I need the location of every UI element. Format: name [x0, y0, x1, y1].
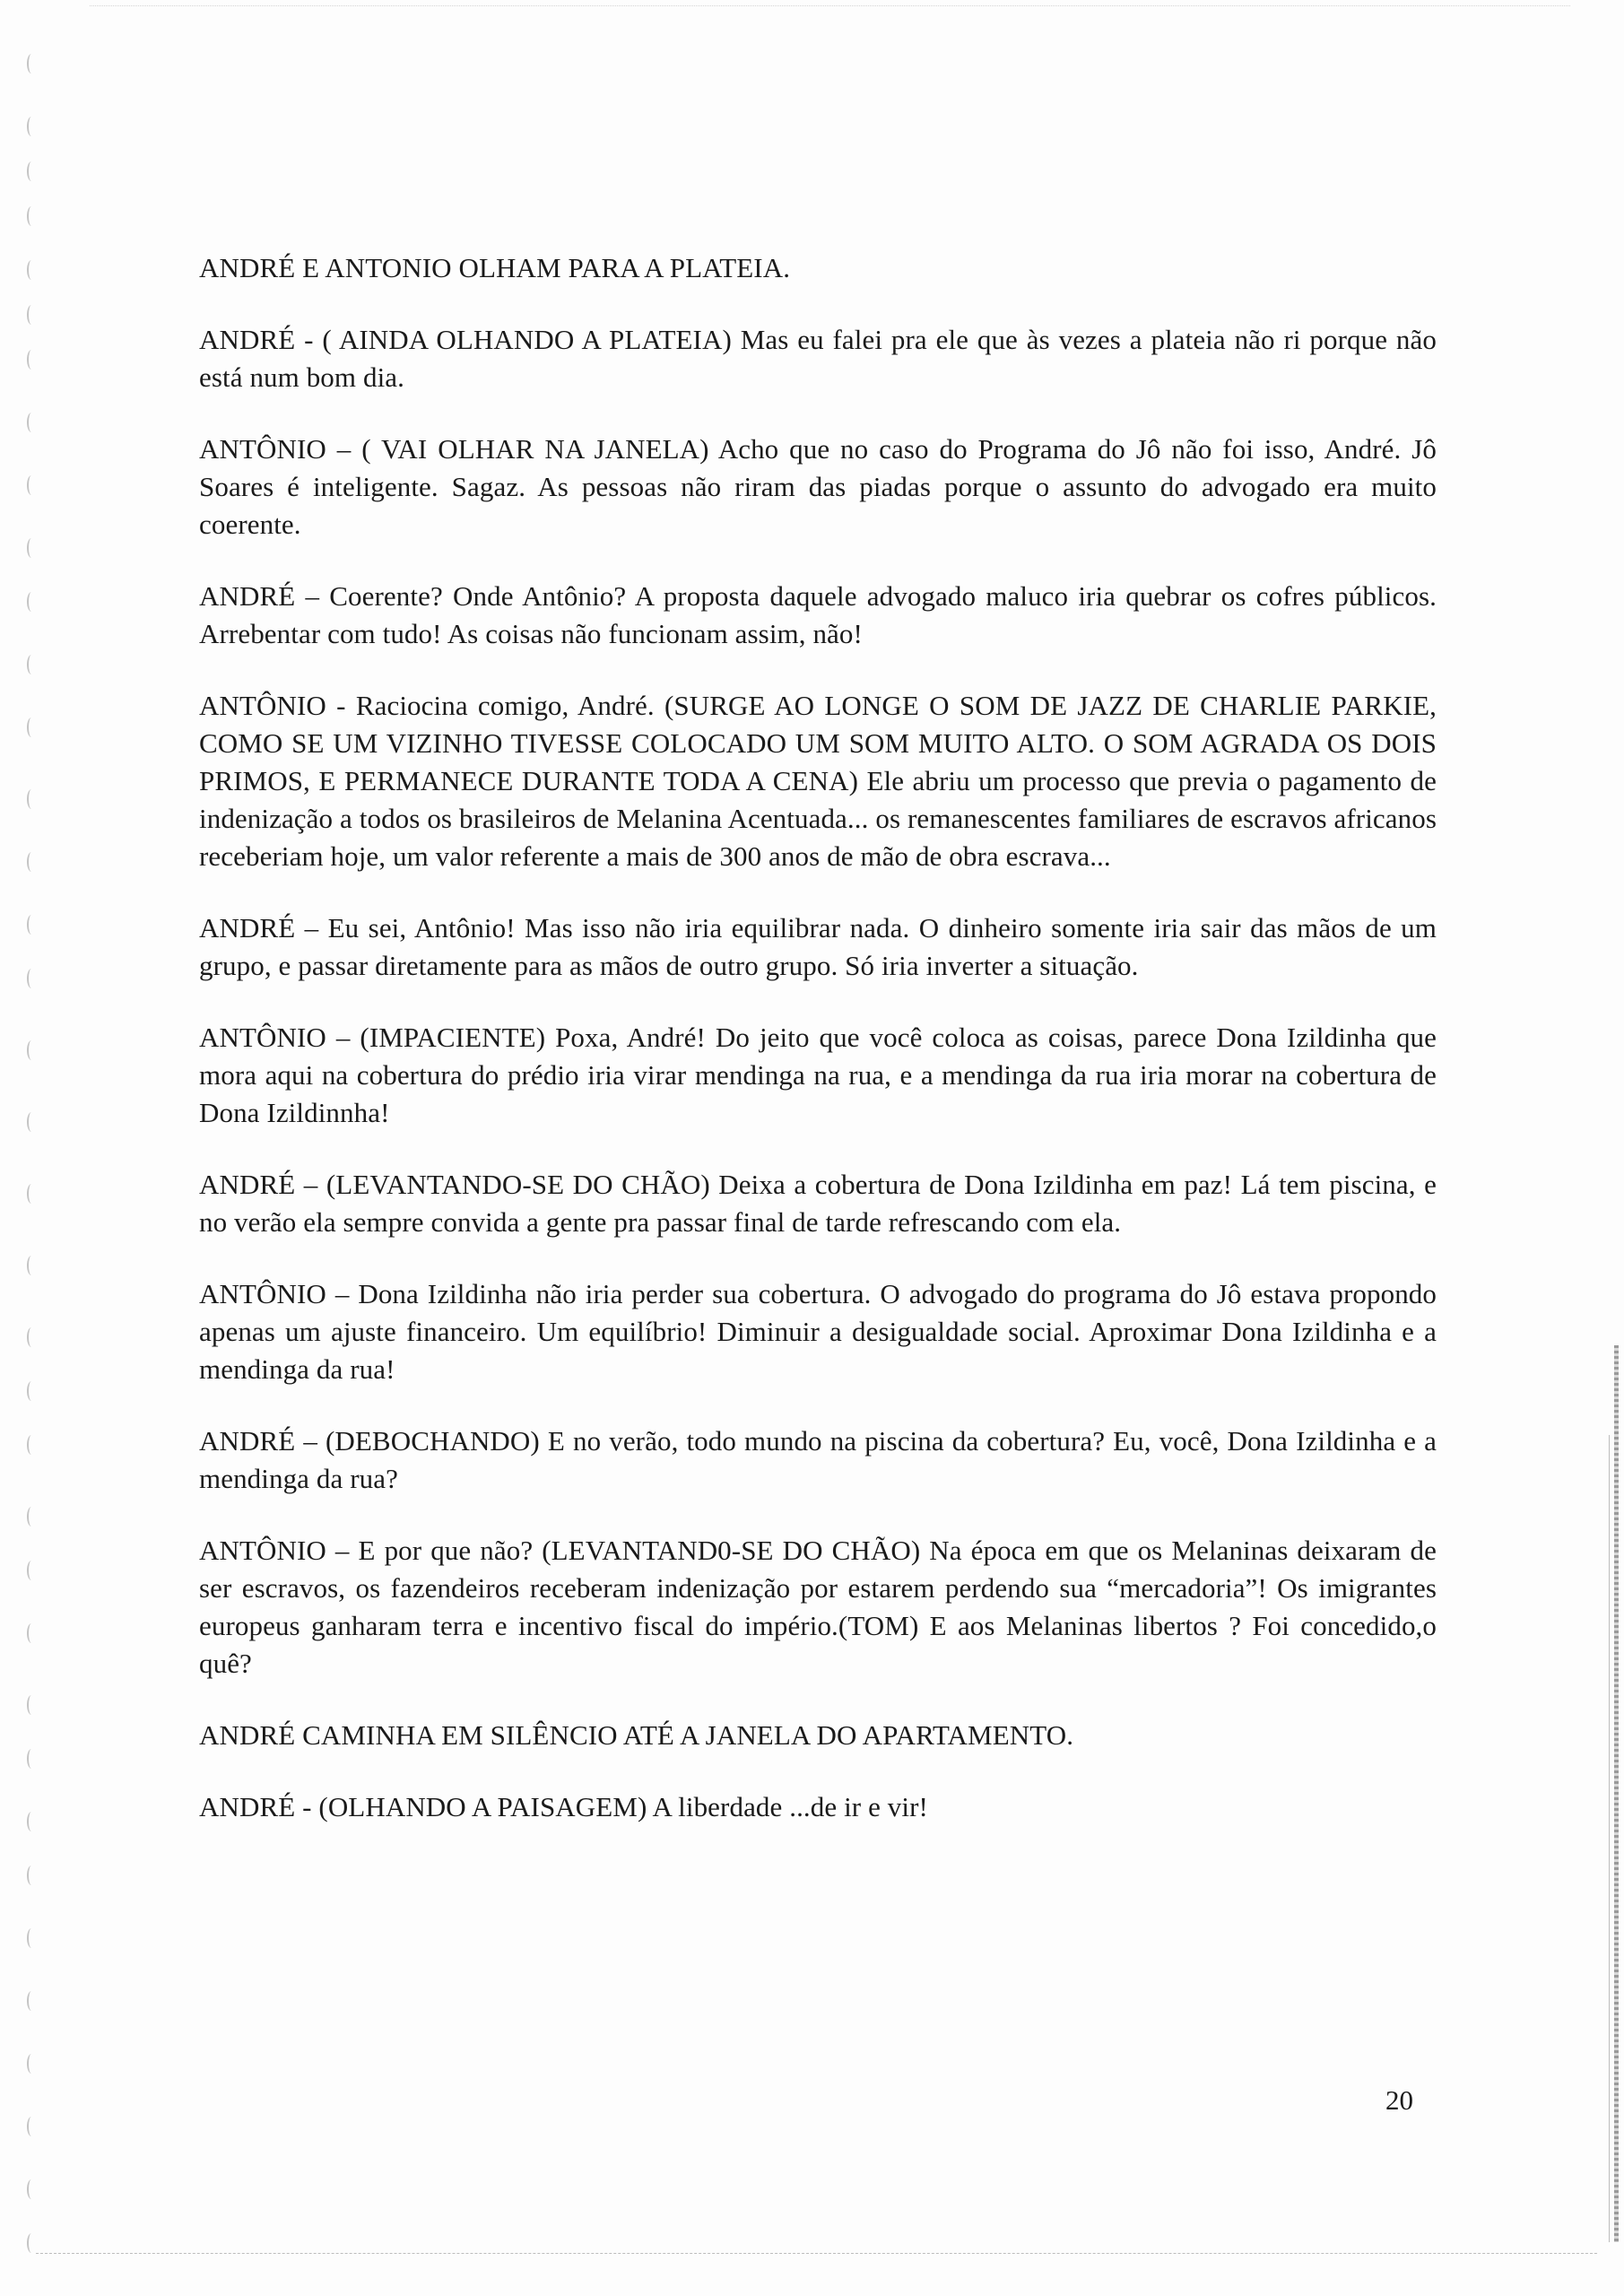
binding-marks	[18, 36, 63, 2278]
dialogue-paragraph: ANDRÉ – Eu sei, Antônio! Mas isso não iria equilibrar nada. O dinheiro somente iria sair das mãos de um grupo, e passar diretamente para as mãos de outro grupo. Só iria inverter a situação.	[199, 912, 1437, 981]
dialogue-paragraph: ANTÔNIO – (IMPACIENTE) Poxa, André! Do jeito que você coloca as coisas, parece Dona Izildinha que mora aqui na cobertura do prédio iria virar mendinga na rua, e a mendinga da rua iria morar na cobertura de Dona Izildinnha!	[199, 1022, 1437, 1128]
scan-edge-right	[1614, 1345, 1619, 2242]
dialogue-paragraph: ANTÔNIO – E por que não? (LEVANTAND0-SE DO CHÃO) Na época em que os Melaninas deixaram de ser escravos, os fazendeiros receberam indenização por estarem perdendo sua “mercadoria”! Os imigrantes europeus ganharam terra e incentivo fiscal do império.(TOM) E aos Melaninas libertos ? Foi concedido,o quê?	[199, 1535, 1437, 1679]
dialogue-paragraph: ANDRÉ – Coerente? Onde Antônio? A proposta daquele advogado maluco iria quebrar os cofres públicos. Arrebentar com tudo! As coisas não funcionam assim, não!	[199, 580, 1437, 649]
scan-edge-right-line	[1609, 1435, 1610, 2242]
dialogue-paragraph: ANTÔNIO – Dona Izildinha não iria perder sua cobertura. O advogado do programa do Jô estava propondo apenas um ajuste financeiro. Um equilíbrio! Diminuir a desigualdade social. Aproximar Dona Izildinha e a mendinga da rua!	[199, 1278, 1437, 1385]
scan-edge-top	[90, 5, 1570, 7]
dialogue-paragraph: ANDRÉ – (LEVANTANDO-SE DO CHÃO) Deixa a cobertura de Dona Izildinha em paz! Lá tem piscina, e no verão ela sempre convida a gente pra passar final de tarde refrescando com ela.	[199, 1169, 1437, 1238]
stage-direction: ANDRÉ CAMINHA EM SILÊNCIO ATÉ A JANELA DO APARTAMENTO.	[199, 1719, 1074, 1751]
page-number: 20	[1385, 2084, 1413, 2116]
dialogue-paragraph: ANDRÉ - ( AINDA OLHANDO A PLATEIA) Mas eu falei pra ele que às vezes a plateia não ri porque não está num bom dia.	[199, 324, 1437, 393]
dialogue-paragraph: ANDRÉ - (OLHANDO A PAISAGEM) A liberdade ...de ir e vir!	[199, 1791, 928, 1822]
stage-direction: ANDRÉ E ANTONIO OLHAM PARA A PLATEIA.	[199, 252, 791, 283]
dialogue-paragraph: ANTÔNIO - Raciocina comigo, André. (SURGE AO LONGE O SOM DE JAZZ DE CHARLIE PARKIE, COMO SE UM VIZINHO TIVESSE COLOCADO UM SOM MUITO ALTO. O SOM AGRADA OS DOIS PRIMOS, E PERMANECE DURANTE TODA A CENA) Ele abriu um processo que previa o pagamento de indenização a todos os brasileiros de Melanina Acentuada... os remanescentes familiares de escravos africanos receberiam hoje, um valor referente a mais de 300 anos de mão de obra escrava...	[199, 690, 1437, 872]
dialogue-paragraph: ANTÔNIO – ( VAI OLHAR NA JANELA) Acho que no caso do Programa do Jô não foi isso, André. Jô Soares é inteligente. Sagaz. As pessoas não riram das piadas porque o assunto do advogado era muito coerente.	[199, 433, 1437, 540]
scan-edge-bottom	[36, 2253, 1597, 2255]
script-body	[199, 249, 1437, 1860]
dialogue-paragraph: ANDRÉ – (DEBOCHANDO) E no verão, todo mundo na piscina da cobertura? Eu, você, Dona Izildinha e a mendinga da rua?	[199, 1425, 1437, 1494]
